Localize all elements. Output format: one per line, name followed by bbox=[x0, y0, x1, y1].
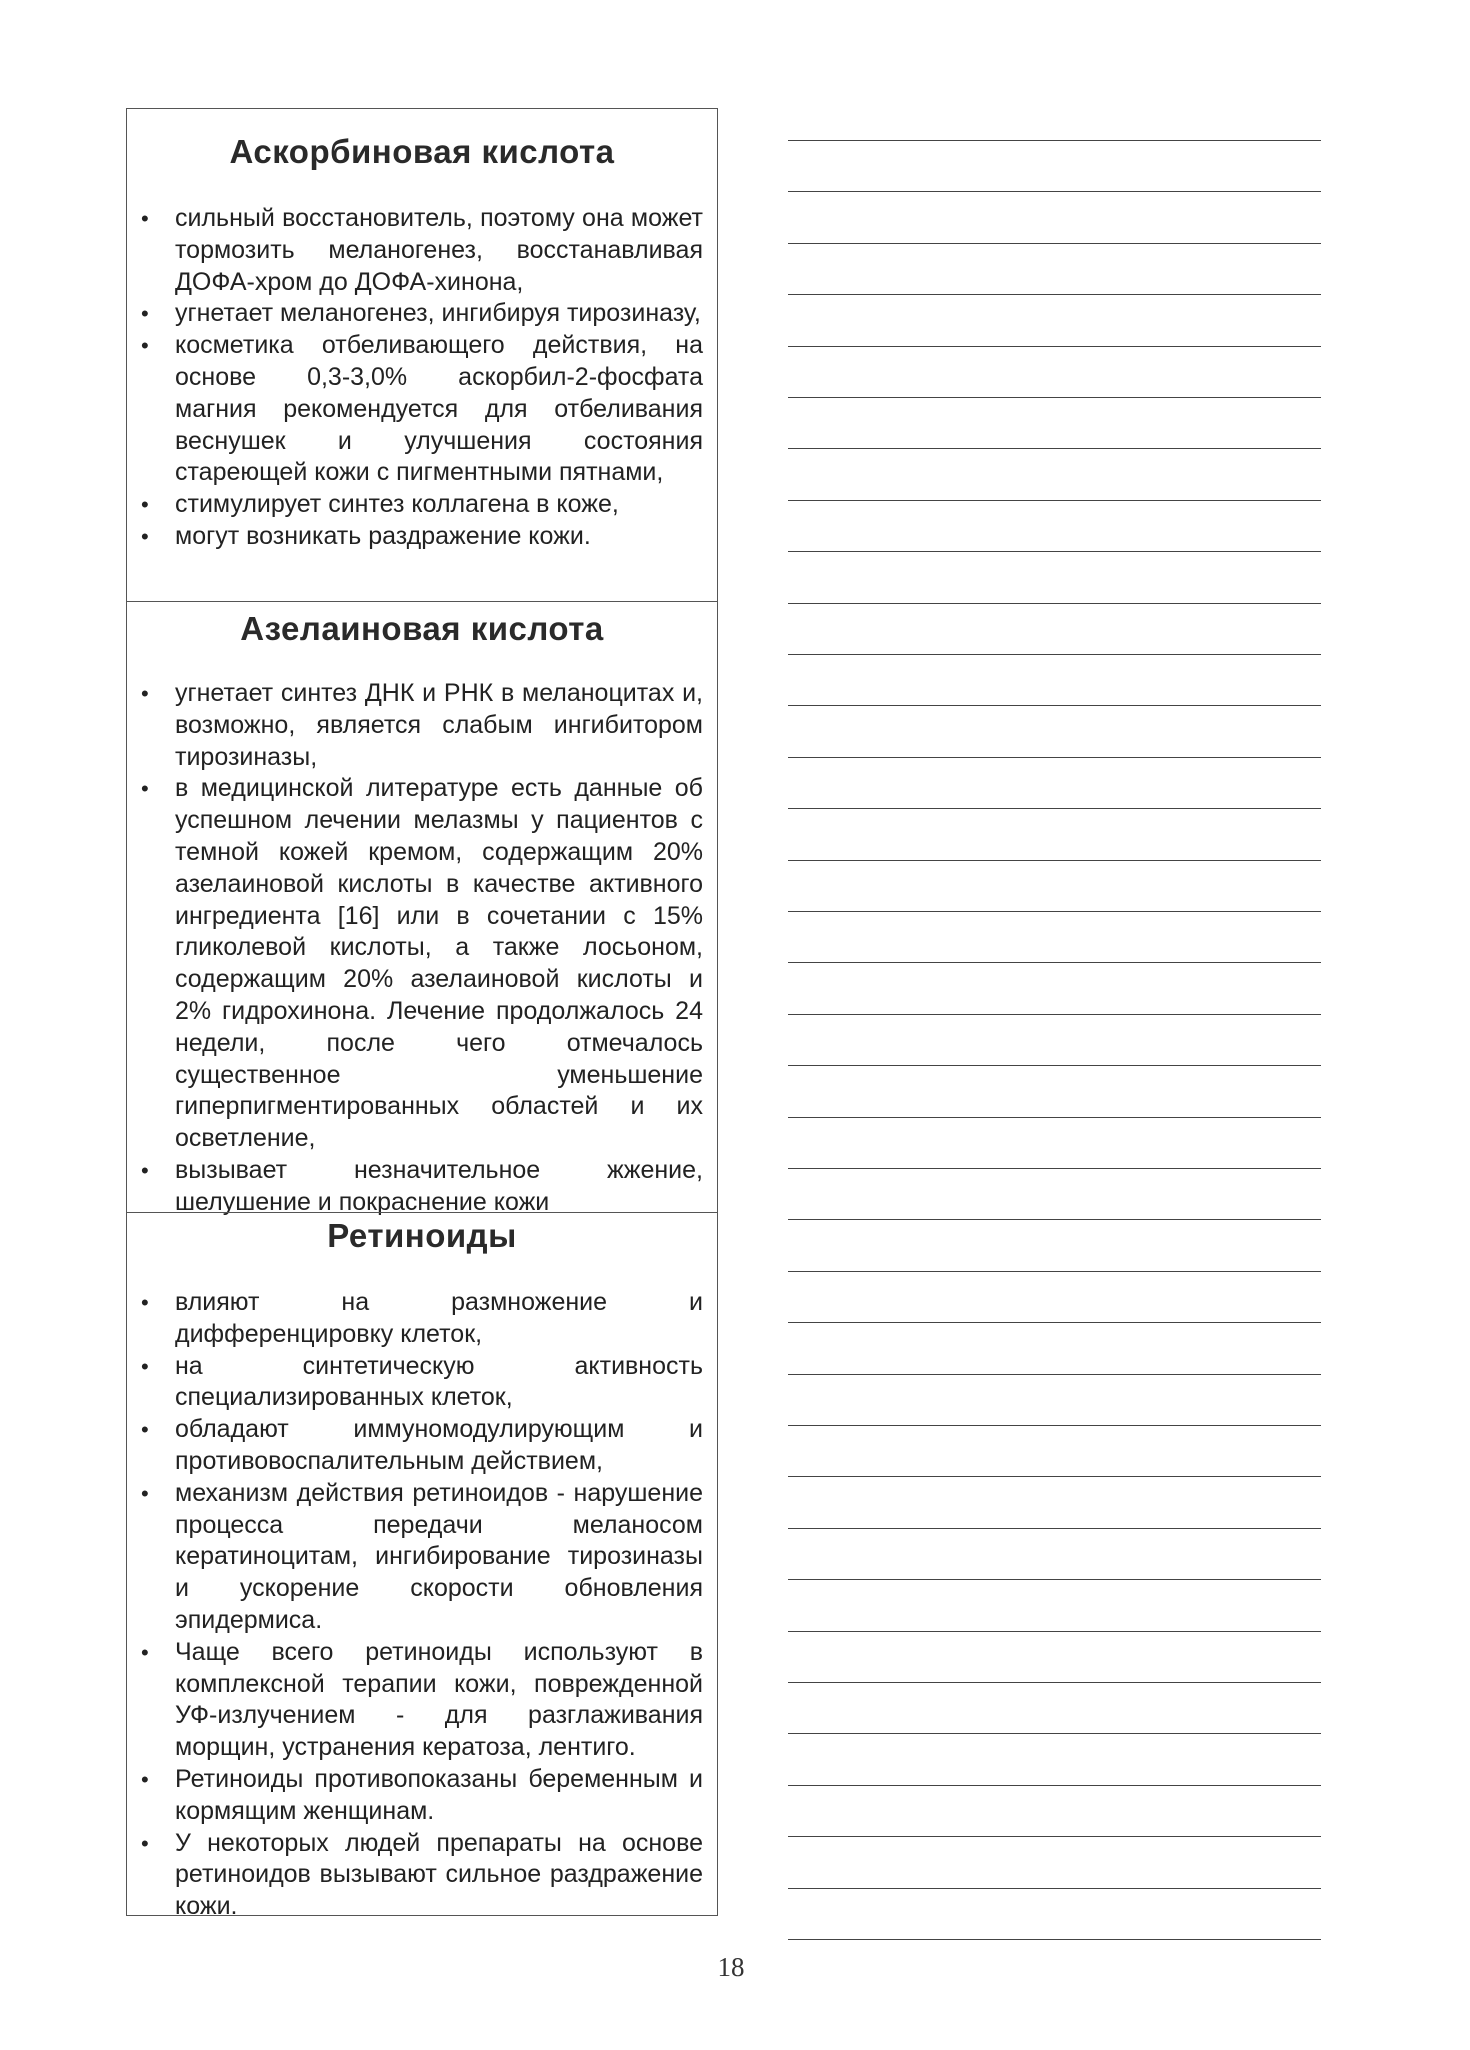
bullet-icon: • bbox=[141, 492, 149, 518]
list-item: • У некоторых людей препараты на основе ретиноидов вызывают сильное раздражение кожи. bbox=[141, 1828, 703, 1921]
section-ascorbic-acid bbox=[127, 109, 717, 601]
note-line bbox=[788, 705, 1321, 706]
note-line bbox=[788, 1322, 1321, 1323]
note-line bbox=[788, 1117, 1321, 1118]
note-line bbox=[788, 191, 1321, 192]
bullet-icon: • bbox=[141, 681, 149, 706]
note-line bbox=[788, 243, 1321, 244]
note-line bbox=[788, 500, 1321, 501]
content-box bbox=[126, 108, 718, 1921]
bullet-icon: • bbox=[141, 1157, 149, 1183]
list-item: • на синтетическую активность специализированных клеток, bbox=[141, 1351, 703, 1412]
note-line bbox=[788, 1836, 1321, 1837]
section-title: Аскорбиновая кислота bbox=[229, 133, 615, 170]
list-item: • Ретиноиды противопоказаны беременным и кормящим женщинам. bbox=[141, 1764, 703, 1825]
bullet-list bbox=[127, 203, 717, 553]
list-item: • механизм действия ретиноидов - нарушение процесса передачи меланосом кератиноцитам, ингибирование тирозиназы и ускорение скорости обновления эпидермиса. bbox=[141, 1478, 703, 1634]
bullet-list bbox=[127, 1287, 717, 1923]
note-line bbox=[788, 1888, 1321, 1889]
note-lines bbox=[788, 0, 1321, 2000]
note-line bbox=[788, 1733, 1321, 1734]
note-line bbox=[788, 1168, 1321, 1169]
list-item: • в медицинской литературе есть данные об успешном лечении мелазмы у пациентов с темной кожей кремом, содержащим 20% азелаиновой кислоты в качестве активного ингредиента [16] или в сочетании с 15% гликолевой кислоты, а также лосьоном, содержащим 20% азелаиновой кислоты и 2% гидрохинона. Лечение продолжалось 24 недели, после чего отмечалось существенное уменьшение гиперпигментированных областей и их осветление, bbox=[141, 774, 703, 1153]
bullet-icon: • bbox=[141, 1766, 149, 1792]
bullet-icon: • bbox=[141, 1480, 149, 1506]
list-item: • могут возникать раздражение кожи. bbox=[175, 521, 703, 553]
bullet-icon: • bbox=[141, 1639, 149, 1665]
list-item: • угнетает синтез ДНК и РНК в меланоцитах и, возможно, является слабым ингибитором тирозиназы, bbox=[141, 679, 703, 771]
note-line bbox=[788, 1219, 1321, 1220]
bullet-icon: • bbox=[141, 333, 149, 359]
note-line bbox=[788, 1579, 1321, 1580]
note-line bbox=[788, 603, 1321, 604]
list-item: • влияют на размножение и дифференцировку клеток, bbox=[141, 1288, 703, 1348]
note-line bbox=[788, 962, 1321, 963]
note-line bbox=[788, 860, 1321, 861]
list-item: • косметика отбеливающего действия, на основе 0,3-3,0% аскорбил-2-фосфата магния рекомендуется для отбеливания веснушек и улучшения состояния стареющей кожи с пигментными пятнами, bbox=[141, 331, 703, 487]
note-line bbox=[788, 397, 1321, 398]
note-line bbox=[788, 757, 1321, 758]
note-line bbox=[788, 1682, 1321, 1683]
list-item: • угнетает меланогенез, ингибируя тирозиназу, bbox=[175, 298, 703, 330]
note-line bbox=[788, 808, 1321, 809]
list-item: • вызывает незначительное жжение, шелушение и покраснение кожи bbox=[141, 1155, 703, 1216]
bullet-icon: • bbox=[141, 301, 149, 327]
section-title: Ретиноиды bbox=[327, 1217, 517, 1254]
note-line bbox=[788, 654, 1321, 655]
bullet-icon: • bbox=[141, 1830, 149, 1856]
note-line bbox=[788, 551, 1321, 552]
bullet-icon: • bbox=[141, 776, 149, 802]
list-item: • обладают иммуномодулирующим и противовоспалительным действием, bbox=[141, 1415, 703, 1475]
section-title: Азелаиновая кислота bbox=[240, 610, 604, 647]
note-line bbox=[788, 1631, 1321, 1632]
list-item: • стимулирует синтез коллагена в коже, bbox=[175, 489, 703, 521]
note-line bbox=[788, 1528, 1321, 1529]
note-line bbox=[788, 448, 1321, 449]
note-line bbox=[788, 140, 1321, 141]
section-retinoids bbox=[127, 1212, 717, 1921]
note-line bbox=[788, 294, 1321, 295]
bullet-icon: • bbox=[141, 1417, 149, 1443]
bullet-icon: • bbox=[141, 206, 149, 231]
note-line bbox=[788, 1374, 1321, 1375]
note-line bbox=[788, 1476, 1321, 1477]
bullet-icon: • bbox=[141, 1353, 149, 1379]
section-azelaic-acid bbox=[127, 601, 717, 1216]
note-line bbox=[788, 1271, 1321, 1272]
bullet-list bbox=[127, 678, 717, 1219]
note-line bbox=[788, 911, 1321, 912]
note-line bbox=[788, 346, 1321, 347]
note-line bbox=[788, 1065, 1321, 1066]
note-line bbox=[788, 1785, 1321, 1786]
bullet-icon: • bbox=[141, 1290, 149, 1315]
bullet-icon: • bbox=[141, 523, 149, 549]
list-item: • Чаще всего ретиноиды используют в комплексной терапии кожи, поврежденной УФ-излучением - для разглаживания морщин, устранения кератоза, лентиго. bbox=[141, 1637, 703, 1762]
list-item: • сильный восстановитель, поэтому она может тормозить меланогенез, восстанавливая ДОФА-хром до ДОФА-хинона, bbox=[141, 204, 703, 296]
note-line bbox=[788, 1014, 1321, 1015]
note-line bbox=[788, 1425, 1321, 1426]
note-line bbox=[788, 1939, 1321, 1940]
page-number: 18 bbox=[717, 1952, 745, 1982]
